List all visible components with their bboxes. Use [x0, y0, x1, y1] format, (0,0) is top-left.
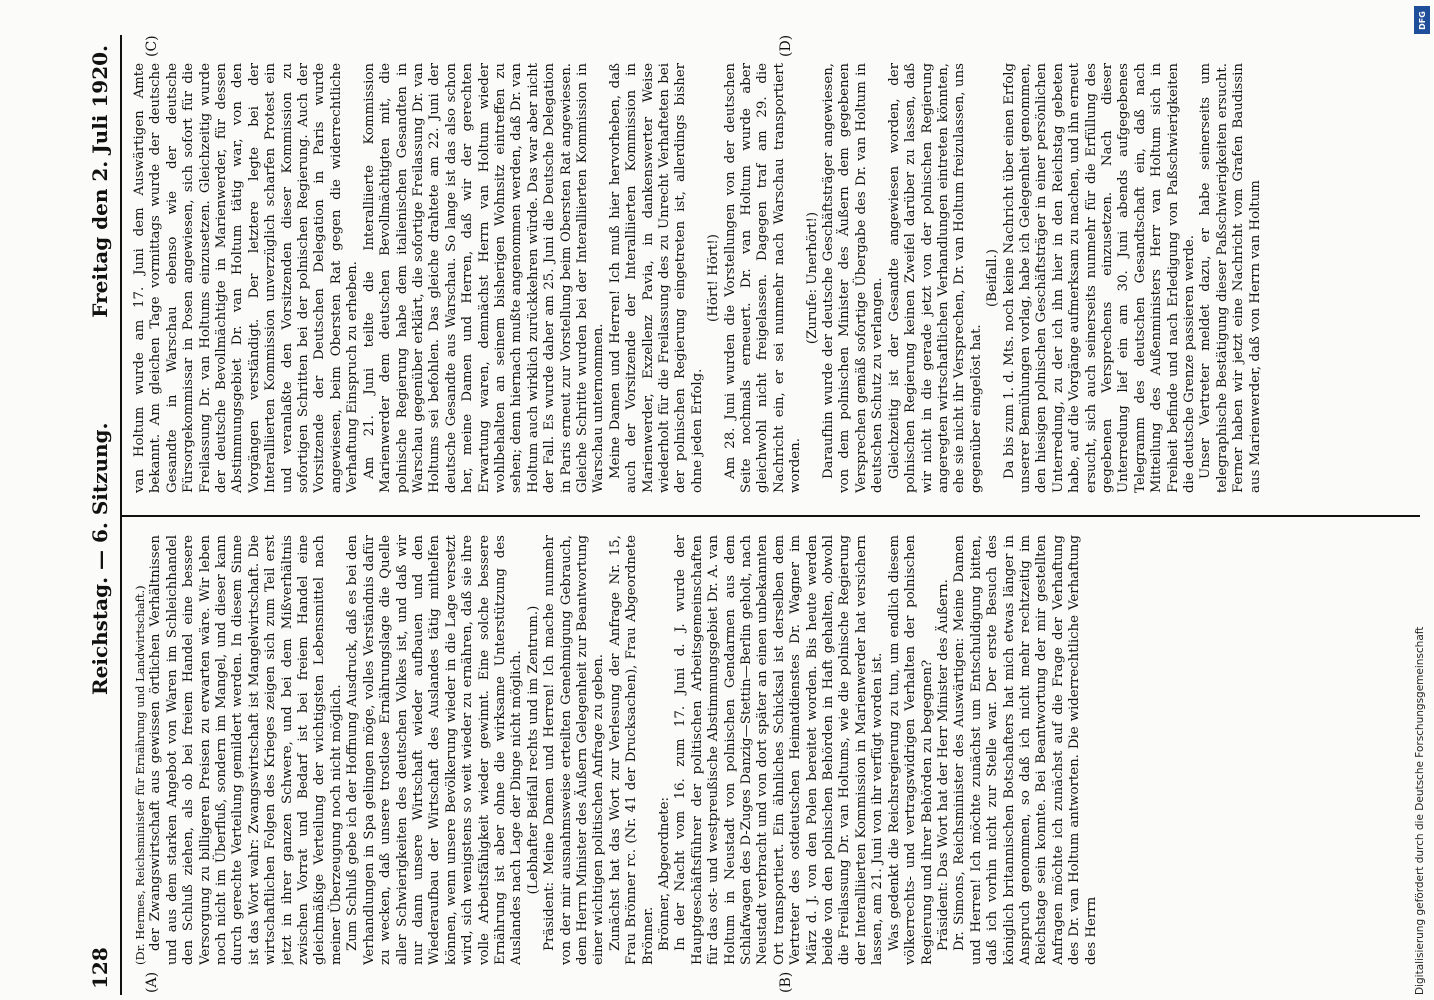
digitization-note: Digitalisierung gefördert durch die Deutsche Forschungsgemeinschaft — [1414, 626, 1426, 995]
applause-note: (Lebhafter Beifall rechts und im Zentrum.) — [525, 605, 541, 895]
right-column — [132, 63, 1412, 493]
margin-label-c: (C) — [144, 35, 160, 57]
paragraph: Daraufhin wurde der deutsche Geschäftsträger angewiesen, von dem polnischen Minister des Äußern dem gegebenen Versprechen gemäß sofortige Übergabe des Dr. van Holtum in deutschen Schutz zu verlangen. — [821, 63, 886, 493]
paragraph: Was gedenkt die Reichsregierung zu tun, um endlich diesem völkerrechts- und vertragswidrigen Verhalten der polnischen Regierung und ihrer Behörden zu begegnen? — [886, 535, 935, 965]
paragraph: Da bis zum 1. d. Mts. noch keine Nachricht über einen Erfolg unserer Bemühungen vorlag, habe ich Gelegenheit genommen, den hiesigen polnischen Geschäftsträger in einer persönlichen Unterredung, zu der ich ihn hier in den Reichstag gebeten habe, auf die Vorgänge aufmerksam zu machen, und ihn erneut ersucht, sich auch seinerseits nunmehr für die Erfüllung des gegebenen Versprechens einzusetzen. Nach dieser Unterredung lief ein am 30. Juni abends aufgegebenes Telegramm des deutschen Gesandtschaft ein, daß nach Mitteilung des Außenministers Herr van Holtum sich in Freiheit befinde und nach Erledigung von Paßschwierigkeiten die deutsche Grenze passieren werde. — [1001, 63, 1197, 493]
paragraph: Zunächst hat das Wort zur Verlesung der Anfrage Nr. 15, Frau Brönner rc. (Nr. 41 der Drucksachen), Frau Abgeordnete Brönner. — [607, 535, 656, 965]
speaker-heading: Brönner, Abgeordnete: — [657, 797, 672, 951]
page-title: Reichstag. — 6. Sitzung. — [88, 422, 112, 695]
paragraph: der Zwangswirtschaft aus gewissen örtlichen Verhältnissen und aus dem starken Angebot von Waren im Schleichhandel den Schluß ziehen, als ob bei freiem Handel eine bessere Versorgung zu billigeren Preisen zu erwarten wäre. Wir leben noch nicht im Überfluß, sondern im Mangel, und dieser kann durch gerechte Verteilung gemildert werden. In diesem Sinne ist das Wort wahr: Zwangswirtschaft ist Mangelwirtschaft. Die wirtschaftlichen Folgen des Krieges zeigen sich zum Teil erst jetzt in ihrer ganzen Schwere, und bei dem Mißverhältnis zwischen Vorrat und Bedarf ist bei freiem Handel eine gleichmäßige Verteilung der wichtigsten Lebensmittel nach meiner Überzeugung noch nicht möglich. — [148, 535, 344, 965]
page-number: 128 — [88, 947, 112, 989]
paragraph: Unser Vertreter meldet dazu, er habe seinerseits um telegraphische Bestätigung dieser Paßschwierigkeiten ersucht. Ferner haben wir jetzt eine Nachricht vom Grafen Baudissin aus Marienwerder, daß von Herrn van Holtum — [1198, 63, 1263, 493]
margin-label-b: (B) — [778, 971, 794, 993]
paragraph: Präsident: Das Wort hat der Herr Minister des Äußern. — [935, 579, 951, 951]
paragraph: Präsident: Meine Damen und Herren! Ich mache nunmehr von der mir ausnahmsweise erteilten Genehmigung Gebrauch, dem Herrn Minister des Äußern Gelegenheit zur Beantwortung einer wichtigen politischen Anfrage zu geben. — [542, 535, 607, 965]
page-date: Freitag den 2. Juli 1920. — [88, 45, 112, 318]
paragraph: Am 28. Juni wurden die Vorstellungen von der deutschen Seite nochmals erneuert. Dr. van Holtum wurde aber gleichwohl nicht freigelassen. Dagegen traf am 29. die Nachricht ein, er sei nunmehr nach Warschau transportiert worden. — [722, 63, 804, 493]
paragraph: In der Nacht vom 16. zum 17. Juni d. J. wurde der Hauptgeschäftsführer der politischen Arbeitsgemeinschaften für das ost- und westpreußische Abstimmungsgebiet Dr. A. van Holtum in Neustadt von polnischen Gendarmen aus dem Schlafwagen des D-Zuges Danzig—Stettin—Berlin geholt, nach Neustadt verbracht und von dort später an einen unbekannten Ort transportiert. Ein ähnliches Schicksal ist derselben dem Vertreter des ostdeutschen Heimatdienstes Dr. Wagner im März d. J. von den Polen bereitet worden. Bis heute werden beide von den polnischen Behörden in Haft gehalten, obwohl die Freilassung Dr. van Holtums, wie die polnische Regierung der Interalliierten Kommission in Marienwerder hat versichern lassen, am 21. Juni von ihr verfügt worden ist. — [673, 535, 886, 965]
paragraph: Am 21. Juni teilte die Interalliierte Kommission Marienwerder dem deutschen Bevollmächtigten mit, die polnische Regierung habe dem italienischen Gesandten in Warschau gegenüber erklärt, die sofortige Freilassung Dr. van Holtums sei befohlen. Das gleiche drahtete am 22. Juni der deutsche Gesandte aus Warschau. So lange ist das also schon her, meine Damen und Herren, daß wir der gerechten Erwartung waren, demnächst Herrn van Holtum wieder wohlbehalten an seinem bisherigen Wohnsitz eintreffen zu sehen; denn hiernach mußte angenommen werden, daß Dr. van Holtum auch wirklich zurückkehren würde. Das war aber nicht der Fall. Es wurde daher am 25. Juni die Deutsche Delegation in Paris erneut zur Vorstellung beim Obersten Rat angewiesen. Gleiche Schritte wurden bei der Interalliierten Kommission in Warschau unternommen. — [361, 63, 607, 493]
speaker-note: (Dr. Hermes, Reichsminister für Ernährung und Landwirtschaft.) — [133, 585, 147, 965]
paragraph: Gleichzeitig ist der Gesandte angewiesen worden, der polnischen Regierung keinen Zweifel darüber zu lassen, daß wir nicht in die gerade jetzt von der polnischen Regierung angeregten wirtschaftlichen Verhandlungen eintreten könnten, ehe sie nicht ihr Versprechen, Dr. van Holtum freizulassen, uns gegenüber eingelöst hat. — [886, 63, 984, 493]
column-divider — [120, 515, 1420, 517]
rotated-page — [80, 35, 1430, 995]
paragraph: Dr. Simons, Reichsminister des Auswärtigen: Meine Damen und Herren! Ich möchte zunächst um Entschuldigung bitten, daß ich vorhin nicht zur Stelle war. Der erste Besuch des königlich britannischen Botschafters hat mich etwas länger in Anspruch genommen, so daß ich nicht mehr rechtzeitig im Reichstage sein konnte. Bei Beantwortung der mir gestellten Anfragen möchte ich zunächst auf die Frage der Verhaftung des Dr. van Holtum antworten. Die widerrechtliche Verhaftung des Herrn — [952, 535, 1099, 965]
page-header — [80, 35, 122, 995]
interjection: (Beifall.) — [985, 249, 1001, 307]
left-column — [132, 535, 1412, 965]
paragraph: Zum Schluß gebe ich der Hoffnung Ausdruck, daß es bei den Verhandlungen in Spa gelingen möge, volles Verständnis dafür zu wecken, daß unsere trostlose Ernährungslage die Quelle aller Schwierigkeiten des deutschen Volkes ist, und daß wir nur dann unsere Wirtschaft wieder aufbauen und den Wiederaufbau der Wirtschaft des Auslandes tätig mithelfen können, wenn unsere Bevölkerung wieder in die Lage versetzt wird, sich wenigstens so weit wieder zu ernähren, daß sie ihre volle Arbeitsfähigkeit wieder gewinnt. Eine solche bessere Ernährung ist aber ohne die wirksame Unterstützung des Auslandes nach Lage der Dinge nicht möglich. — [345, 535, 525, 965]
interjection: (Hört! Hört!) — [706, 234, 722, 322]
paragraph: van Holtum wurde am 17. Juni dem Auswärtigen Amte bekannt. Am gleichen Tage vormittags wurde der deutsche Gesandte in Warschau ebenso wie der deutsche Fürsorgekommissar in Posen angewiesen, sich sofort für die Freilassung Dr. van Holtums einzusetzen. Gleichzeitig wurde der deutsche Bevollmächtigte in Marienwerder, für dessen Abstimmungsgebiet Dr. van Holtum tätig war, von den Vorgängen verständigt. Der letztere legte bei der Interalliierten Kommission unverzüglich scharfen Protest ein und veranlaßte den Vorsitzenden dieser Kommission zu sofortigen Schritten bei der polnischen Regierung. Auch der Vorsitzende der Deutschen Delegation in Paris wurde angewiesen, beim Obersten Rat gegen die widerrechtliche Verhaftung Einspruch zu erheben. — [132, 63, 361, 493]
interjection: (Zurufe: Unerhört!) — [804, 211, 820, 345]
paragraph: Meine Damen und Herren! Ich muß hier hervorheben, daß auch der Vorsitzende der Interalliierten Kommission in Marienwerder, Exzellenz Pavia, in dankenswerter Weise wiederholt für die Freilassung des zu Unrecht Verhafteten bei der polnischen Regierung eingetreten ist, allerdings bisher ohne jeden Erfolg. — [607, 63, 705, 493]
margin-label-a: (A) — [144, 971, 160, 993]
dfg-logo: DFG — [1414, 6, 1430, 34]
margin-label-d: (D) — [778, 34, 794, 57]
